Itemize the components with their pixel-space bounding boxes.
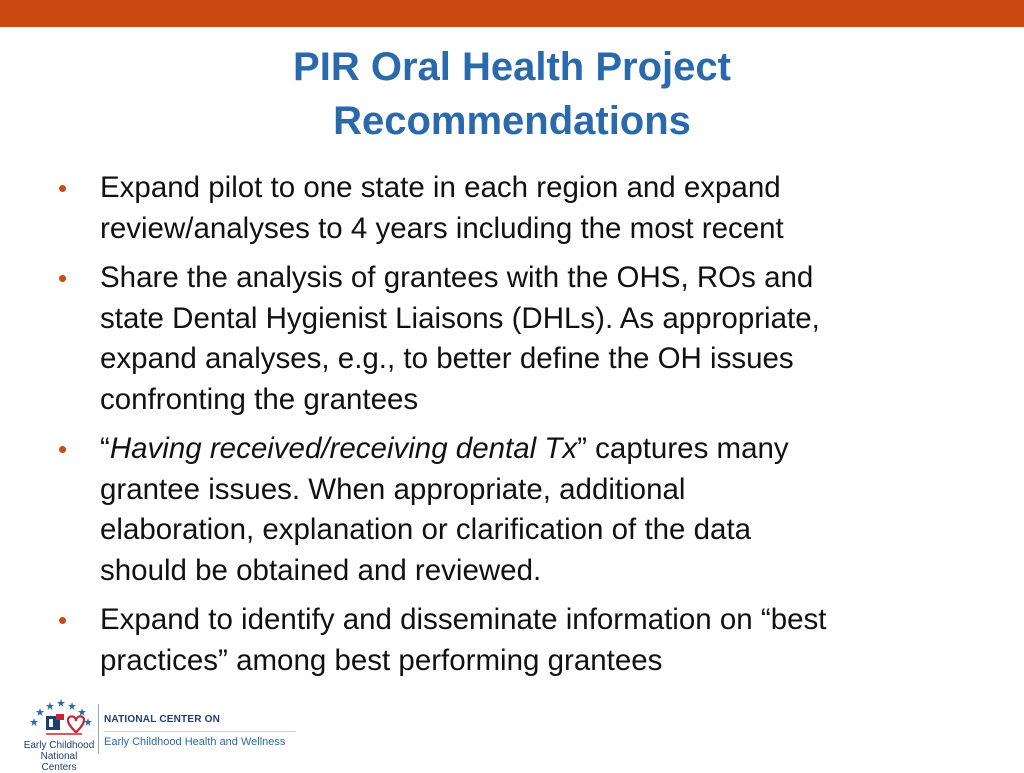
bullet-icon: • [58,605,68,635]
bullet-3-line-4: should be obtained and reviewed. [100,553,542,587]
bullet-1-line-2: review/analyses to 4 years including the most recent [100,211,784,245]
bullet-4-line-2: practices” among best performing grantees [100,643,663,677]
bullet-item-3 [58,429,978,591]
bullet-item-1 [58,168,978,249]
top-accent-bar [0,0,1024,27]
early-childhood-logo-icon [26,698,96,740]
bullet-2-line-4: confronting the grantees [100,382,419,416]
logo-divider [98,704,99,754]
slide-title [0,40,1024,148]
center-name-divider [104,731,296,732]
bullet-icon: • [58,263,68,293]
bullet-2-line-3: expand analyses, e.g., to better define the OH issues [100,342,794,375]
center-name: Early Childhood Health and Wellness [104,736,286,748]
recommendations-list [58,168,978,690]
bullet-item-2 [58,258,978,420]
bullet-1-line-1: Expand pilot to one state in each region and expand [100,171,781,204]
logo-text-line-2: National Centers [40,751,78,773]
national-center-label: NATIONAL CENTER ON [104,714,221,725]
bullet-3-line-2: grantee issues. When appropriate, additional [100,472,686,506]
bullet-3-quote-open: “ [100,432,110,465]
bullet-4-line-1: Expand to identify and disseminate information on “best [100,603,827,636]
logo-text-line-1: Early Childhood [23,740,95,751]
bullet-3-after-quote: ” captures many [577,432,789,465]
bullet-3-italic-phrase: Having received/receiving dental Tx [109,432,578,465]
slide-title-line-2: Recommendations [333,99,691,143]
bullet-2-line-2: state Dental Hygienist Liaisons (DHLs). As appropriate, [100,301,820,335]
slide-title-line-1: PIR Oral Health Project [293,45,731,89]
bullet-item-4 [58,600,978,681]
footer-logo [22,696,322,773]
bullet-icon: • [58,173,68,203]
bullet-2-line-1: Share the analysis of grantees with the OHS, ROs and [100,261,814,294]
bullet-icon: • [58,434,68,464]
bullet-3-line-3: elaboration, explanation or clarification of the data [100,513,752,546]
